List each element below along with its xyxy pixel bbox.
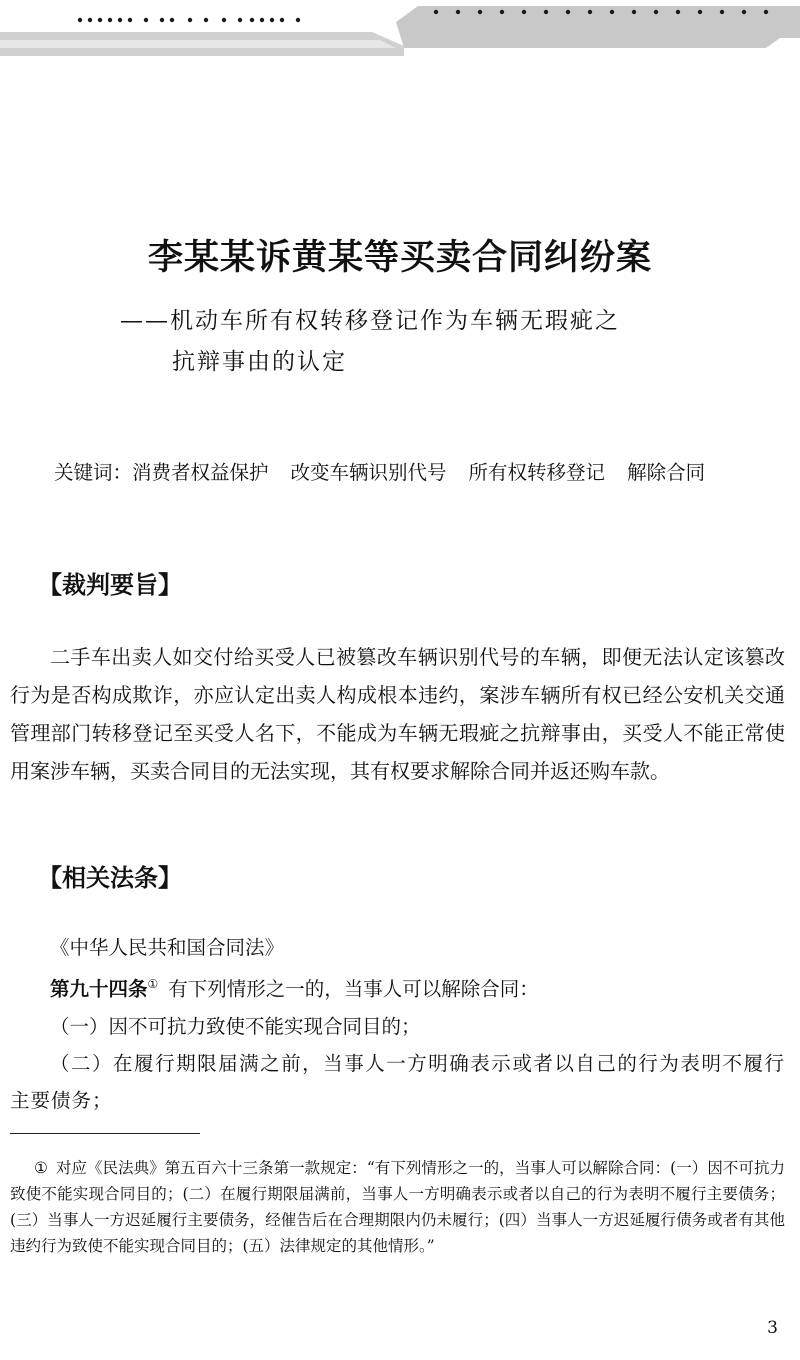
law-item-2: （二）在履行期限届满之前，当事人一方明确表示或者以自己的行为表明不履行主要债务； bbox=[10, 1051, 785, 1112]
case-subtitle-line-1: ——机动车所有权转移登记作为车辆无瑕疵之 bbox=[120, 308, 620, 334]
header-band-shine bbox=[0, 40, 396, 48]
page-number: 3 bbox=[767, 1318, 778, 1338]
keyword-ownership-transfer: 所有权转移登记 bbox=[468, 461, 606, 484]
law-item-1: （一）因不可抗力致使不能实现合同目的； bbox=[50, 1014, 421, 1038]
keyword-consumer-protection: 消费者权益保护 bbox=[132, 461, 269, 484]
holding-paragraph: 二手车出卖人如交付给买受人已被篡改车辆识别代号的车辆，即便无法认定该篡改行为是否构成欺诈，亦应认定出卖人构成根本违约，案涉车辆所有权已经公安机关交通管理部门转移登记至买受人名下，不能成为车辆无瑕疵之抗辩事由，买受人不能正常使用案涉车辆，买卖合同目的无法实现，其有权要求解除合同并返还购车款。 bbox=[10, 645, 785, 783]
section-heading-holding: 【裁判要旨】 bbox=[38, 571, 182, 599]
header-dots-left bbox=[78, 18, 300, 22]
header-band-graphic bbox=[0, 0, 800, 56]
footnote-divider bbox=[10, 1133, 200, 1134]
keywords-label: 关键词： bbox=[54, 461, 133, 484]
footnote-text: 对应《民法典》第五百六十三条第一款规定：“有下列情形之一的，当事人可以解除合同：(一）因不可抗力致使不能实现合同目的；(二）在履行期限届满前，当事人一方明确表示或者以自己的行为表明不履行主要债务；(三）当事人一方迟延履行主要债务，经催告后在合理期限内仍未履行；(四）当事人一方迟延履行债务或者有其他违约行为致使不能实现合同目的；(五）法律规定的其他情形。” bbox=[10, 1159, 785, 1255]
footnote-marker-link[interactable]: ① bbox=[147, 977, 159, 991]
keywords-line bbox=[10, 455, 785, 491]
case-subtitle-line-2: 抗辩事由的认定 bbox=[172, 349, 347, 375]
case-title: 李某某诉黄某等买卖合同纠纷案 bbox=[147, 238, 652, 278]
section-heading-related-laws: 【相关法条】 bbox=[38, 864, 182, 892]
article-number: 第九十四条 bbox=[50, 977, 148, 1001]
footnote bbox=[10, 1155, 785, 1259]
law-articles bbox=[10, 929, 785, 1119]
law-article-line bbox=[10, 966, 785, 1008]
keyword-contract-rescission: 解除合同 bbox=[627, 461, 706, 484]
page-header-decoration bbox=[0, 0, 800, 56]
footnote-number: ① bbox=[34, 1159, 48, 1177]
article-text: 有下列情形之一的，当事人可以解除合同： bbox=[168, 977, 539, 1001]
law-name: 《中华人民共和国合同法》 bbox=[50, 936, 285, 959]
keyword-vin-alteration: 改变车辆识别代号 bbox=[290, 461, 447, 484]
